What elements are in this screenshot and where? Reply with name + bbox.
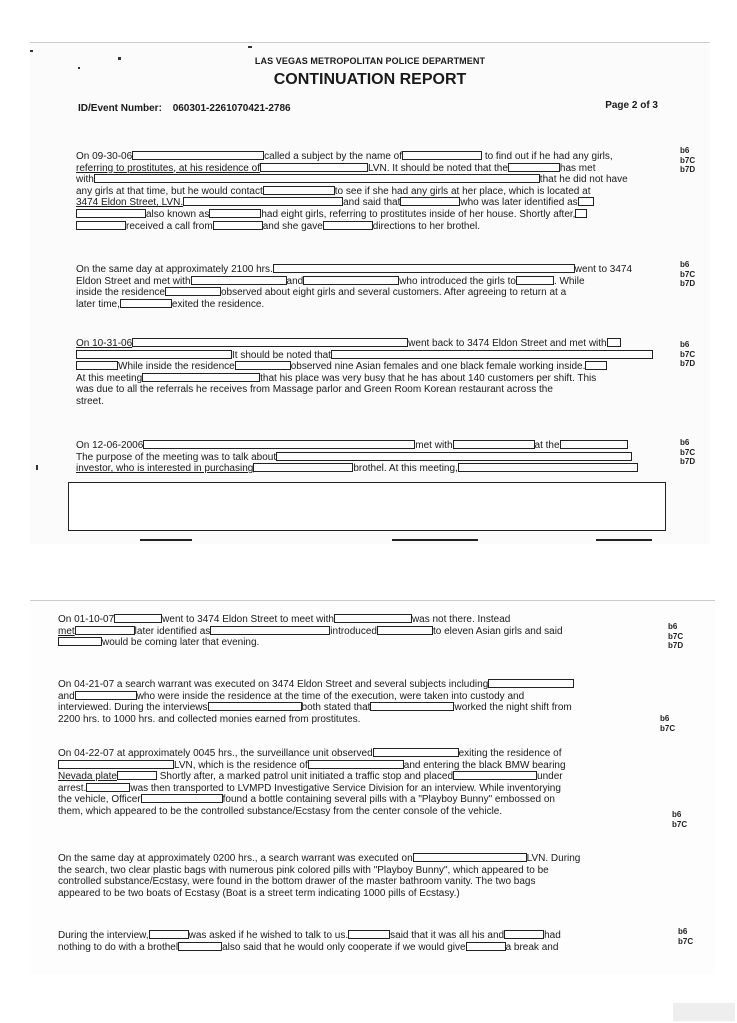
redaction-box bbox=[75, 691, 137, 700]
redaction-box bbox=[400, 197, 460, 206]
text: met with bbox=[415, 440, 453, 451]
text: introduced bbox=[330, 625, 377, 637]
redaction-box bbox=[466, 942, 506, 951]
text: who was later identified as bbox=[460, 197, 578, 209]
redaction-box bbox=[578, 197, 594, 206]
redaction-box bbox=[75, 626, 135, 635]
event-number-label: ID/Event Number: bbox=[78, 103, 162, 114]
redaction-box bbox=[58, 760, 174, 769]
redaction-box bbox=[607, 338, 621, 347]
exemption-code: b6 bbox=[660, 714, 670, 723]
exemption-codes bbox=[680, 438, 695, 467]
text: was then transported to LVMPD Investigative Service Division for an interview. While inventorying bbox=[130, 782, 561, 794]
redaction-box bbox=[373, 748, 459, 757]
redaction-box bbox=[453, 771, 537, 780]
exemption-code: b7D bbox=[668, 641, 684, 650]
exemption-code: b7D bbox=[680, 359, 696, 368]
paragraph-1 bbox=[76, 151, 628, 232]
text: later time, bbox=[76, 298, 120, 310]
text: a break and bbox=[505, 941, 559, 953]
text: referring to prostitutes, at his residence of bbox=[76, 162, 260, 174]
exemption-codes bbox=[668, 622, 683, 651]
page-indicator: Page 2 of 3 bbox=[605, 100, 658, 111]
event-number-value: 060301-2261070421-2786 bbox=[172, 103, 291, 114]
event-number-line bbox=[78, 103, 291, 114]
text: also said that he would only cooperate if we would give bbox=[222, 941, 466, 953]
exemption-codes bbox=[660, 714, 675, 733]
redaction-edge bbox=[140, 539, 192, 541]
exemption-code: b7D bbox=[680, 279, 696, 288]
text: inside the residence bbox=[76, 287, 165, 299]
redaction-box bbox=[488, 679, 574, 688]
text: had bbox=[544, 930, 561, 941]
text: any girls at that time, but he would contact bbox=[76, 185, 263, 197]
redaction-box bbox=[178, 942, 222, 951]
text: brothel. At this meeting, bbox=[353, 463, 458, 475]
redaction-box bbox=[331, 350, 653, 359]
redaction-box bbox=[191, 276, 287, 285]
scan-speck bbox=[248, 46, 252, 48]
text: that his place was very busy that he has about 140 customers per shift. This bbox=[260, 372, 597, 384]
paragraph-7 bbox=[58, 748, 566, 818]
redaction-box bbox=[142, 373, 260, 382]
redaction-box bbox=[377, 626, 433, 635]
text: It should be noted that bbox=[232, 349, 331, 361]
redaction-box bbox=[516, 276, 554, 285]
redaction-box bbox=[210, 626, 330, 635]
text: The purpose of the meeting was to talk about bbox=[76, 451, 277, 463]
text: and she gave bbox=[262, 220, 323, 232]
text: On the same day at approximately 2100 hrs. bbox=[76, 264, 273, 275]
text: worked the night shift from bbox=[454, 702, 572, 714]
redaction-box bbox=[209, 209, 261, 218]
redaction-edge bbox=[392, 539, 478, 541]
redaction-box bbox=[323, 221, 373, 230]
text: the vehicle, Officer bbox=[58, 794, 141, 806]
text: On the same day at approximately 0200 hrs., a search warrant was executed on bbox=[58, 853, 413, 864]
text: to eleven Asian girls and said bbox=[432, 625, 563, 637]
text: and said that bbox=[343, 197, 401, 209]
exemption-code: b7C bbox=[680, 349, 696, 359]
text: who introduced the girls to bbox=[399, 275, 516, 287]
exemption-code: b7C bbox=[668, 631, 684, 641]
exemption-codes bbox=[680, 260, 695, 289]
redaction-box bbox=[235, 361, 291, 370]
redaction-box bbox=[143, 440, 415, 449]
paragraph-8 bbox=[58, 853, 580, 899]
report-page-2 bbox=[30, 600, 715, 975]
redaction-box bbox=[413, 853, 527, 862]
paragraph-2 bbox=[76, 264, 632, 310]
text: On 09-30-06 bbox=[76, 151, 133, 162]
text: nothing to do with a brothel bbox=[58, 941, 179, 953]
text: and entering the black BMW bearing bbox=[403, 759, 566, 771]
scan-speck bbox=[30, 50, 33, 52]
report-title: CONTINUATION REPORT bbox=[273, 71, 467, 88]
redaction-block bbox=[68, 482, 666, 531]
redaction-box bbox=[334, 614, 412, 623]
top-edge-line bbox=[30, 42, 710, 43]
text: to find out if he had any girls, bbox=[484, 151, 613, 162]
text: went to 3474 Eldon Street to meet with bbox=[162, 614, 334, 625]
redaction-box bbox=[585, 361, 607, 370]
text: Eldon Street and met with bbox=[76, 275, 191, 287]
text: arrest. bbox=[58, 782, 87, 794]
corner-tab bbox=[673, 1003, 735, 1021]
exemption-code: b7C bbox=[672, 819, 688, 829]
text: Shortly after, a marked patrol unit initiated a traffic stop and placed bbox=[159, 771, 454, 783]
text: at the bbox=[534, 440, 560, 451]
redaction-box bbox=[453, 440, 535, 449]
redaction-box bbox=[141, 794, 223, 803]
redaction-edge bbox=[596, 539, 652, 541]
exemption-code: b7C bbox=[680, 447, 696, 457]
report-page-1 bbox=[30, 42, 710, 544]
text: LVN. It should be noted that the bbox=[367, 162, 508, 174]
exemption-codes bbox=[678, 927, 693, 946]
redaction-box bbox=[370, 702, 454, 711]
text: with bbox=[76, 174, 94, 186]
redaction-box bbox=[86, 783, 130, 792]
paragraph-4 bbox=[76, 440, 638, 475]
exemption-code: b6 bbox=[678, 927, 688, 936]
redaction-box bbox=[132, 151, 264, 160]
text: On 01-10-07 bbox=[58, 614, 115, 625]
redaction-box bbox=[575, 209, 587, 218]
redaction-box bbox=[458, 463, 638, 472]
text: While inside the residence bbox=[118, 361, 235, 373]
text: exited the residence. bbox=[171, 298, 265, 310]
exemption-code: b6 bbox=[680, 438, 690, 447]
redaction-box bbox=[560, 440, 628, 449]
text: At this meeting bbox=[76, 372, 143, 384]
redaction-box bbox=[208, 702, 302, 711]
redaction-box bbox=[263, 186, 335, 195]
exemption-code: b7C bbox=[680, 155, 696, 165]
text: said that it was all his and bbox=[390, 930, 505, 941]
agency-name: LAS VEGAS METROPOLITAN POLICE DEPARTMENT bbox=[254, 56, 486, 66]
text: received a call from bbox=[126, 220, 213, 232]
exemption-code: b7C bbox=[660, 723, 676, 733]
redaction-box bbox=[504, 930, 544, 939]
text: 2200 hrs. to 1000 hrs. and collected monies earned from prostitutes. bbox=[58, 713, 361, 725]
paragraph-3 bbox=[76, 338, 653, 408]
exemption-code: b6 bbox=[672, 810, 682, 819]
text: met bbox=[58, 625, 75, 637]
text: went back to 3474 Eldon Street and met with bbox=[408, 338, 607, 349]
text: that he did not have bbox=[539, 174, 628, 186]
text: observed nine Asian females and one black female working inside. bbox=[290, 361, 586, 373]
exemption-code: b6 bbox=[668, 622, 678, 631]
redaction-box bbox=[402, 151, 482, 160]
exemption-code: b6 bbox=[680, 146, 690, 155]
paragraph-9 bbox=[58, 930, 561, 953]
text: investor, who is interested in purchasing bbox=[76, 463, 254, 475]
text: appeared to be two boats of Ecstasy (Boat is a street term indicating 1000 pills of Ecstasy.) bbox=[58, 887, 460, 899]
redaction-box bbox=[183, 197, 343, 206]
text: called a subject by the name of bbox=[264, 151, 403, 162]
exemption-code: b7D bbox=[680, 457, 696, 466]
redaction-box bbox=[120, 299, 172, 308]
text: later identified as bbox=[134, 625, 211, 637]
exemption-codes bbox=[680, 146, 695, 175]
text: On 04-22-07 at approximately 0045 hrs., the surveillance unit observed bbox=[58, 748, 373, 759]
text: LVN. During bbox=[526, 853, 581, 864]
text: found a bottle containing several pills with a "Playboy Bunny" embossed on bbox=[222, 794, 555, 806]
redaction-box bbox=[117, 771, 157, 780]
top-edge-line bbox=[30, 600, 715, 601]
exemption-codes bbox=[680, 340, 695, 369]
text: was due to all the referrals he receives from Massage parlor and Green Room Korean restaurant across the bbox=[76, 384, 553, 396]
text: observed about eight girls and several customers. After agreeing to return at a bbox=[220, 287, 567, 299]
text: both stated that bbox=[301, 702, 371, 714]
paragraph-6 bbox=[58, 679, 574, 725]
text: also known as bbox=[146, 208, 210, 220]
redaction-box bbox=[165, 287, 221, 296]
text: LVN, which is the residence of bbox=[174, 759, 308, 771]
redaction-box bbox=[149, 930, 189, 939]
scan-speck bbox=[36, 465, 38, 470]
text: On 04-21-07 a search warrant was executed on 3474 Eldon Street and several subjects including bbox=[58, 679, 489, 690]
text: interviewed. During the interviews bbox=[58, 702, 208, 714]
text: On 12-06-2006 bbox=[76, 440, 144, 451]
redaction-box bbox=[58, 637, 102, 646]
redaction-box bbox=[76, 209, 146, 218]
text: . While bbox=[553, 275, 585, 287]
redaction-box bbox=[260, 163, 368, 172]
text: went to 3474 bbox=[574, 264, 633, 275]
redaction-box bbox=[114, 614, 162, 623]
exemption-code: b7C bbox=[678, 936, 694, 946]
redaction-box bbox=[276, 452, 632, 461]
text: the search, two clear plastic bags with numerous pink colored pills with "Playboy Bunny", which appeared to be bbox=[58, 864, 549, 876]
exemption-codes bbox=[672, 810, 687, 829]
exemption-code: b7C bbox=[680, 269, 696, 279]
redaction-box bbox=[308, 760, 404, 769]
redaction-box bbox=[303, 276, 399, 285]
text: controlled substance/Ecstasy, were found in the bottom drawer of the master bathroom vanity. The two bags bbox=[58, 876, 536, 888]
text: During the interview, bbox=[58, 930, 149, 941]
text: was not there. Instead bbox=[411, 614, 511, 625]
text: under bbox=[537, 771, 563, 783]
redaction-box bbox=[132, 338, 408, 347]
redaction-box bbox=[94, 174, 540, 183]
redaction-box bbox=[76, 221, 126, 230]
scan-speck bbox=[78, 67, 80, 69]
text: street. bbox=[76, 395, 104, 407]
redaction-box bbox=[76, 361, 118, 370]
text: to see if she had any girls at her place, which is located at bbox=[334, 185, 591, 197]
redaction-box bbox=[253, 463, 353, 472]
text: 3474 Eldon Street, LVN. bbox=[76, 197, 184, 209]
redaction-box bbox=[508, 163, 560, 172]
redaction-box bbox=[348, 930, 390, 939]
exemption-code: b6 bbox=[680, 340, 690, 349]
text: exiting the residence of bbox=[458, 748, 562, 759]
exemption-code: b7D bbox=[680, 165, 696, 174]
text: and bbox=[286, 275, 304, 287]
exemption-code: b6 bbox=[680, 260, 690, 269]
text: directions to her brothel. bbox=[372, 220, 481, 232]
text: them, which appeared to be the controlled substance/Ecstasy from the center console of the vehicle. bbox=[58, 805, 503, 817]
text: who were inside the residence at the time of the execution, were taken into custody and bbox=[136, 690, 525, 702]
text: had eight girls, referring to prostitutes inside of her house. Shortly after, bbox=[261, 208, 576, 220]
text: would be coming later that evening. bbox=[102, 637, 260, 649]
redaction-box bbox=[213, 221, 263, 230]
text: Nevada plate bbox=[58, 771, 117, 783]
text: has met bbox=[559, 162, 596, 174]
text: was asked if he wished to talk to us. bbox=[188, 930, 349, 941]
redaction-box bbox=[76, 350, 232, 359]
text: and bbox=[58, 690, 75, 702]
redaction-box bbox=[273, 264, 575, 273]
paragraph-5 bbox=[58, 614, 563, 649]
text: On 10-31-06 bbox=[76, 338, 133, 349]
